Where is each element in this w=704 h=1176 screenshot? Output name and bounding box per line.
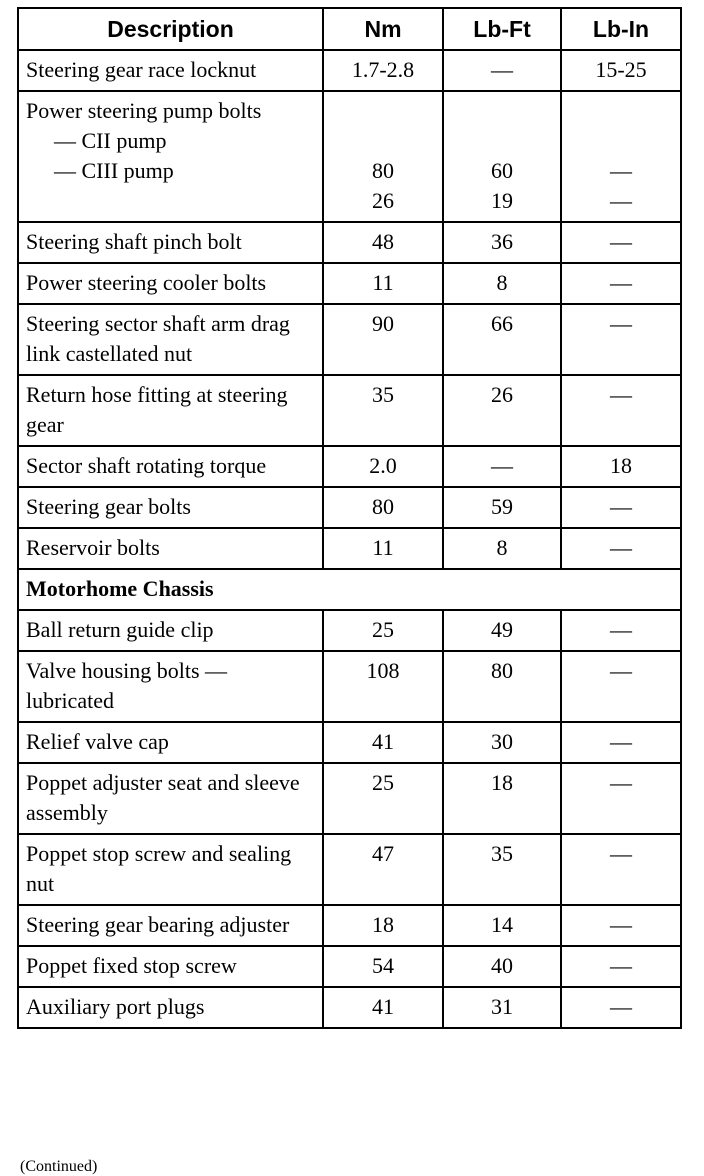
- cell-nm: 11: [323, 263, 443, 304]
- table-row: [18, 834, 681, 905]
- cell-nm: 41: [323, 987, 443, 1028]
- cell-nm: 47: [323, 834, 443, 905]
- table-row: [18, 946, 681, 987]
- cell-lb-ft: 8: [443, 528, 561, 569]
- cell-lb-in: —: [561, 905, 681, 946]
- cell-lb-ft: 14: [443, 905, 561, 946]
- row-description: Reservoir bolts: [18, 528, 323, 569]
- footnote: (Continued): [20, 1158, 98, 1175]
- sub-row-description: — CIII pump: [54, 158, 174, 183]
- row-description: Auxiliary port plugs: [18, 987, 323, 1028]
- cell-nm: 80: [323, 487, 443, 528]
- cell-lb-in: —: [561, 763, 681, 834]
- cell-lb-in: —: [561, 304, 681, 375]
- cell-nm: 18: [323, 905, 443, 946]
- cell-lb-ft: —: [443, 446, 561, 487]
- cell-lb-in: —: [561, 987, 681, 1028]
- row-description: Ball return guide clip: [18, 610, 323, 651]
- cell-nm: 80: [372, 158, 394, 183]
- cell-lb-in: —: [561, 651, 681, 722]
- cell-lb-ft: 26: [443, 375, 561, 446]
- cell-nm: 1.7-2.8: [323, 50, 443, 91]
- cell-lb-ft: 66: [443, 304, 561, 375]
- row-description: Steering shaft pinch bolt: [18, 222, 323, 263]
- col-header-nm: Nm: [323, 8, 443, 50]
- cell-lb-ft: —: [443, 50, 561, 91]
- table-row: [18, 722, 681, 763]
- cell-lb-ft: 8: [443, 263, 561, 304]
- table-row: [18, 222, 681, 263]
- section-row: [18, 569, 681, 610]
- cell-lb-in: 18: [561, 446, 681, 487]
- pump-group: [18, 91, 681, 222]
- cell-lb-in: —: [561, 834, 681, 905]
- row-description: Steering sector shaft arm drag link castellated nut: [18, 304, 323, 375]
- cell-lb-in: —: [561, 722, 681, 763]
- cell-lb-ft: 35: [443, 834, 561, 905]
- cell-lb-ft: 80: [443, 651, 561, 722]
- table-row: [18, 50, 681, 91]
- cell-nm: 41: [323, 722, 443, 763]
- table-row: [18, 763, 681, 834]
- col-header-lb-in: Lb-In: [561, 8, 681, 50]
- row-description: Power steering cooler bolts: [18, 263, 323, 304]
- table-row: [18, 263, 681, 304]
- row-description: Poppet stop screw and sealing nut: [18, 834, 323, 905]
- cell-lb-ft: 31: [443, 987, 561, 1028]
- cell-nm: 11: [323, 528, 443, 569]
- table-row: [18, 487, 681, 528]
- row-description: Relief valve cap: [18, 722, 323, 763]
- cell-lb-in: —: [610, 158, 632, 183]
- cell-lb-in: —: [561, 528, 681, 569]
- torque-spec-table: [17, 7, 682, 1029]
- cell-nm: 2.0: [323, 446, 443, 487]
- table-row: [18, 304, 681, 375]
- section-group: [18, 569, 681, 610]
- row-description: Poppet adjuster seat and sleeve assembly: [18, 763, 323, 834]
- cell-nm: 26: [372, 188, 394, 213]
- row-description: Steering gear bolts: [18, 487, 323, 528]
- row-description: Steering gear bearing adjuster: [18, 905, 323, 946]
- table-row: [18, 987, 681, 1028]
- table-row: [18, 375, 681, 446]
- cell-nm: 90: [323, 304, 443, 375]
- col-header-description: Description: [18, 8, 323, 50]
- cell-nm: 108: [323, 651, 443, 722]
- table-row: [18, 651, 681, 722]
- section-title: Motorhome Chassis: [18, 569, 681, 610]
- row-description: Steering gear race locknut: [18, 50, 323, 91]
- row-description: Valve housing bolts — lubricated: [18, 651, 323, 722]
- cell-nm: 35: [323, 375, 443, 446]
- rows-after: [18, 610, 681, 1028]
- cell-lb-in: —: [561, 487, 681, 528]
- row-description: Poppet fixed stop screw: [18, 946, 323, 987]
- cell-lb-in: —: [561, 222, 681, 263]
- table-row: [18, 91, 681, 222]
- rows-before: [18, 50, 681, 91]
- cell-lb-ft: 40: [443, 946, 561, 987]
- cell-lb-ft: 60: [491, 158, 513, 183]
- header-row: [18, 8, 681, 50]
- table-row: [18, 528, 681, 569]
- cell-nm: 48: [323, 222, 443, 263]
- cell-lb-in: —: [561, 263, 681, 304]
- table-row: [18, 905, 681, 946]
- sub-row-description: — CII pump: [54, 128, 167, 153]
- cell-lb-ft: 18: [443, 763, 561, 834]
- col-header-lb-ft: Lb-Ft: [443, 8, 561, 50]
- cell-lb-ft: 49: [443, 610, 561, 651]
- cell-lb-ft: 30: [443, 722, 561, 763]
- table-row: [18, 446, 681, 487]
- cell-lb-in: —: [610, 188, 632, 213]
- cell-lb-ft: 36: [443, 222, 561, 263]
- cell-lb-in: 15-25: [561, 50, 681, 91]
- row-description: Sector shaft rotating torque: [18, 446, 323, 487]
- table-row: [18, 610, 681, 651]
- cell-nm: 25: [323, 610, 443, 651]
- cell-lb-in: —: [561, 610, 681, 651]
- rows-mid: [18, 222, 681, 569]
- row-description: Power steering pump bolts: [26, 98, 262, 123]
- cell-nm: 54: [323, 946, 443, 987]
- cell-nm: 25: [323, 763, 443, 834]
- row-description: Return hose fitting at steering gear: [18, 375, 323, 446]
- cell-lb-ft: 19: [491, 188, 513, 213]
- cell-lb-in: —: [561, 375, 681, 446]
- cell-lb-ft: 59: [443, 487, 561, 528]
- cell-lb-in: —: [561, 946, 681, 987]
